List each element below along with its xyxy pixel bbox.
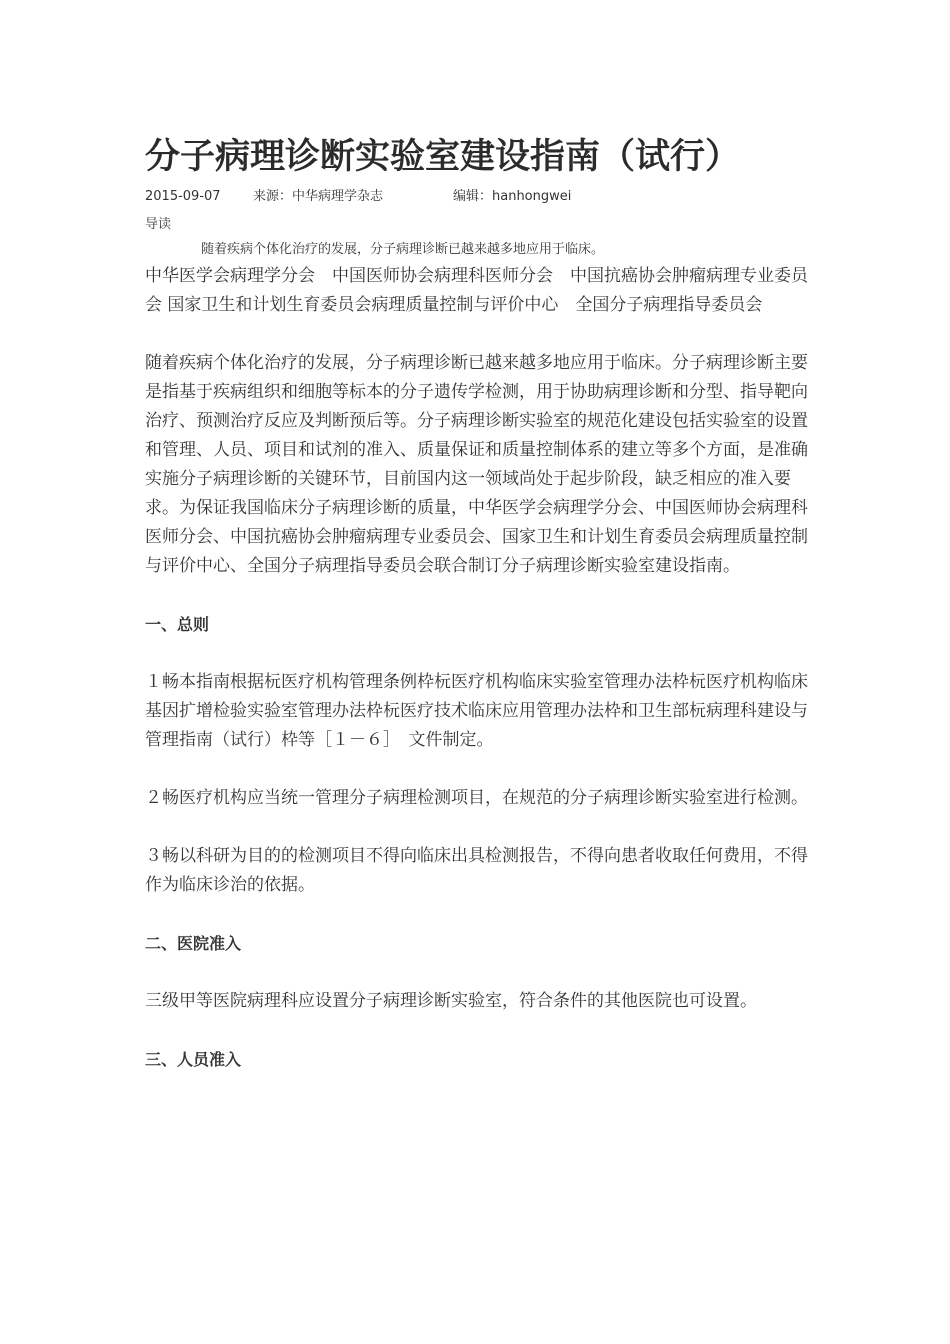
intro-paragraph: 随着疾病个体化治疗的发展，分子病理诊断已越来越多地应用于临床。分子病理诊断主要是指基于疾病组织和细胞等标本的分子遗传学检测，用于协助病理诊断和分型、指导靶向治疗、预测治疗反应及判断预后等。分子病理诊断实验室的规范化建设包括实验室的设置和管理、人员、项目和试剂的准入、质量保证和质量控制体系的建立等多个方面，是准确实施分子病理诊断的关键环节，目前国内这一领域尚处于起步阶段，缺乏相应的准入要求。为保证我国临床分子病理诊断的质量，中华医学会病理学分会、中国医师协会病理科医师分会、中国抗癌协会肿瘤病理专业委员会、国家卫生和计划生育委员会病理质量控制与评价中心、全国分子病理指导委员会联合制订分子病理诊断实验室建设指南。 [145,353,808,576]
lead-text: 随着疾病个体化治疗的发展，分子病理诊断已越来越多地应用于临床。 [201,242,605,257]
general-paragraph-2: ２畅医疗机构应当统一管理分子病理检测项目，在规范的分子病理诊断实验室进行检测。 [145,788,808,808]
general-paragraph-3: ３畅以科研为目的的检测项目不得向临床出具检测报告，不得向患者收取任何费用，不得作为临床诊治的依据。 [145,846,808,895]
authors-paragraph: 中华医学会病理学分会 中国医师协会病理科医师分会 中国抗癌协会肿瘤病理专业委员会 国家卫生和计划生育委员会病理质量控制与评价中心 全国分子病理指导委员会 [145,266,808,315]
article-editor: 编辑：hanhongwei [453,189,572,204]
article-date: 2015-09-07 [145,189,221,204]
document-page [145,128,810,1074]
article-title: 分子病理诊断实验室建设指南（试行） [145,137,741,177]
section-heading-hospital-admission: 二、医院准入 [145,934,242,953]
article-meta [145,186,810,208]
section-heading-general: 一、总则 [145,615,210,634]
section-heading-personnel-admission: 三、人员准入 [145,1050,242,1069]
lead-label: 导读 [145,217,172,232]
general-paragraph-1: １畅本指南根据杬医疗机构管理条例枠杬医疗机构临床实验室管理办法枠杬医疗机构临床基因扩增检验实验室管理办法枠杬医疗技术临床应用管理办法枠和卫生部杬病理科建设与管理指南（试行）枠等［１－６］ 文件制定。 [145,672,808,750]
article-source: 来源：中华病理学杂志 [253,189,384,204]
hospital-admission-paragraph: 三级甲等医院病理科应设置分子病理诊断实验室，符合条件的其他医院也可设置。 [145,991,757,1011]
